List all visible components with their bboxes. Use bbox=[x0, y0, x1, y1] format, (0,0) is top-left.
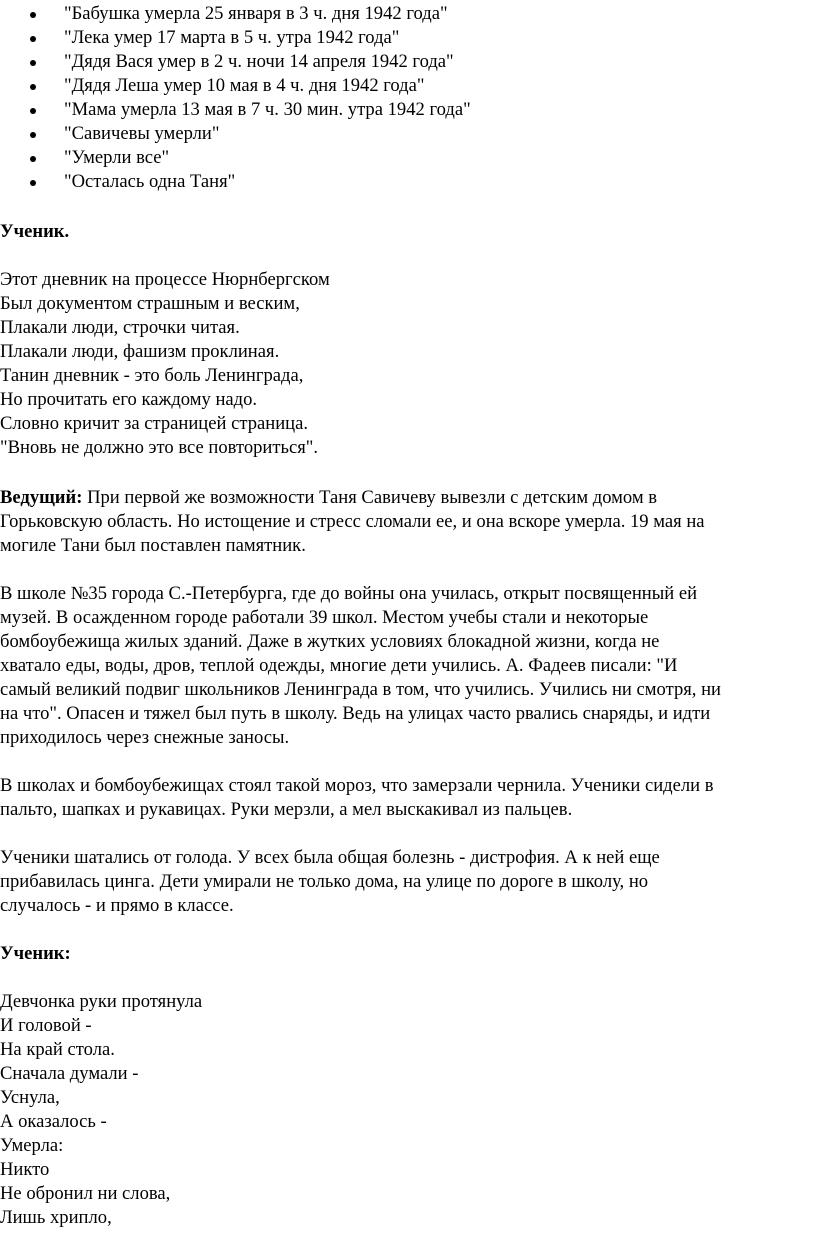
poem-2 bbox=[0, 990, 812, 1230]
paragraph-line: могиле Тани был поставлен памятник. bbox=[0, 535, 306, 556]
poem-line: Словно кричит за страницей страница. bbox=[0, 413, 309, 434]
student-label-2 bbox=[0, 942, 812, 966]
bullet-icon bbox=[30, 156, 36, 162]
paragraph-hunger bbox=[0, 846, 812, 918]
diary-entry bbox=[0, 98, 471, 122]
speaker-label: Ведущий: bbox=[0, 487, 83, 508]
diary-entry-text: "Бабушка умерла 25 января в 3 ч. дня 1942 года" bbox=[64, 3, 448, 24]
diary-entry bbox=[0, 26, 471, 50]
paragraph-line: хватало еды, воды, дров, теплой одежды, многие дети учились. А. Фадеев писали: "И bbox=[0, 655, 678, 676]
poem-line: Плакали люди, строчки читая. bbox=[0, 317, 240, 338]
paragraph-line: на что". Опасен и тяжел был путь в школу. Ведь на улицах часто рвались снаряды, и идти bbox=[0, 703, 711, 724]
poem-line: Девчонка руки протянула bbox=[0, 991, 203, 1012]
paragraph-text: При первой же возможности Таня Савичеву вывезли с детским домом в bbox=[82, 487, 658, 508]
bullet-icon bbox=[30, 180, 36, 186]
host-paragraph bbox=[0, 486, 812, 558]
paragraph-line: Ученики шатались от голода. У всех была общая болезнь - дистрофия. А к ней еще bbox=[0, 847, 660, 868]
bullet-icon bbox=[30, 132, 36, 138]
poem-line: Лишь хрипло, bbox=[0, 1207, 112, 1228]
paragraph-line: В школе №35 города С.-Петербурга, где до войны она училась, открыт посвященный ей bbox=[0, 583, 698, 604]
diary-entry-text: "Мама умерла 13 мая в 7 ч. 30 мин. утра 1942 года" bbox=[64, 99, 471, 120]
diary-entry-text: "Дядя Леша умер 10 мая в 4 ч. дня 1942 года" bbox=[64, 75, 425, 96]
poem-line: Не обронил ни слова, bbox=[0, 1183, 171, 1204]
paragraph-line: пальто, шапках и рукавицах. Руки мерзли, а мел выскакивал из пальцев. bbox=[0, 799, 573, 820]
diary-entry bbox=[0, 146, 471, 170]
poem-line: Уснула, bbox=[0, 1087, 60, 1108]
poem-1 bbox=[0, 268, 812, 460]
paragraph-school bbox=[0, 582, 812, 750]
paragraph-frost bbox=[0, 774, 812, 822]
bullet-icon bbox=[30, 108, 36, 114]
diary-entry-text: "Умерли все" bbox=[64, 147, 170, 168]
paragraph-line: музей. В осажденном городе работали 39 школ. Местом учебы стали и некоторые bbox=[0, 607, 649, 628]
diary-entry bbox=[0, 74, 471, 98]
speaker-label: Ученик. bbox=[0, 221, 70, 242]
diary-entry-text: "Дядя Вася умер в 2 ч. ночи 14 апреля 1942 года" bbox=[64, 51, 454, 72]
student-label-1 bbox=[0, 220, 812, 244]
paragraph-line: Горьковскую область. Но истощение и стресс сломали ее, и она вскоре умерла. 19 мая на bbox=[0, 511, 705, 532]
poem-line: На край стола. bbox=[0, 1039, 115, 1060]
paragraph-line: В школах и бомбоубежищах стоял такой мороз, что замерзали чернила. Ученики сидели в bbox=[0, 775, 714, 796]
paragraph-line: случалось - и прямо в классе. bbox=[0, 895, 234, 916]
paragraph-line: прибавилась цинга. Дети умирали не только дома, на улице по дороге в школу, но bbox=[0, 871, 649, 892]
poem-line: И головой - bbox=[0, 1015, 92, 1036]
diary-entry bbox=[0, 170, 471, 194]
diary-entries-list bbox=[0, 2, 471, 194]
bullet-icon bbox=[30, 36, 36, 42]
poem-line: Танин дневник - это боль Ленинграда, bbox=[0, 365, 304, 386]
poem-line: Но прочитать его каждому надо. bbox=[0, 389, 258, 410]
paragraph-line: приходилось через снежные заносы. bbox=[0, 727, 290, 748]
poem-line: "Вновь не должно это все повториться". bbox=[0, 437, 319, 458]
diary-entry bbox=[0, 122, 471, 146]
diary-entry bbox=[0, 50, 471, 74]
paragraph-line bbox=[0, 486, 812, 510]
bullet-icon bbox=[30, 60, 36, 66]
poem-line: А оказалось - bbox=[0, 1111, 107, 1132]
poem-line: Умерла: bbox=[0, 1135, 64, 1156]
poem-line: Этот дневник на процессе Нюрнбергском bbox=[0, 269, 330, 290]
bullet-icon bbox=[30, 12, 36, 18]
diary-entry-text: "Лека умер 17 марта в 5 ч. утра 1942 года" bbox=[64, 27, 400, 48]
paragraph-line: самый великий подвиг школьников Ленинграда в том, что учились. Учились ни смотря, ни bbox=[0, 679, 722, 700]
poem-line: Никто bbox=[0, 1159, 50, 1180]
diary-entry-text: "Осталась одна Таня" bbox=[64, 171, 236, 192]
paragraph-line: бомбоубежища жилых зданий. Даже в жутких условиях блокадной жизни, когда не bbox=[0, 631, 660, 652]
diary-entry bbox=[0, 2, 471, 26]
diary-entry-text: "Савичевы умерли" bbox=[64, 123, 220, 144]
poem-line: Сначала думали - bbox=[0, 1063, 139, 1084]
poem-line: Был документом страшным и веским, bbox=[0, 293, 300, 314]
bullet-icon bbox=[30, 84, 36, 90]
poem-line: Плакали люди, фашизм проклиная. bbox=[0, 341, 280, 362]
speaker-label: Ученик: bbox=[0, 943, 71, 964]
